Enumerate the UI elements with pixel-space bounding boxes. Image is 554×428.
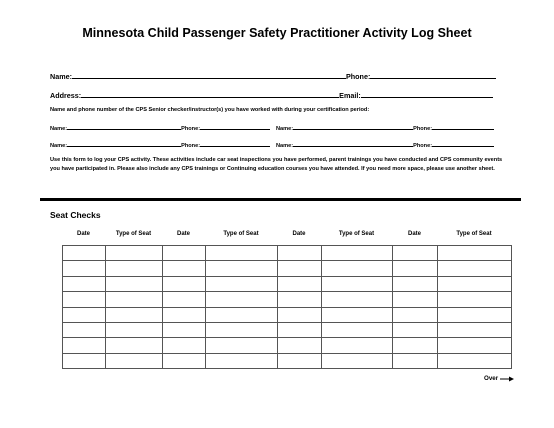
type-of-seat-cell[interactable] xyxy=(106,276,163,291)
section-divider xyxy=(40,198,521,201)
date-cell[interactable] xyxy=(393,322,438,337)
date-cell[interactable] xyxy=(163,261,206,276)
instructor-phone-field[interactable] xyxy=(200,123,270,130)
instructor-phone-field[interactable] xyxy=(200,140,270,147)
date-cell[interactable] xyxy=(393,292,438,307)
type-of-seat-cell[interactable] xyxy=(106,322,163,337)
date-cell[interactable] xyxy=(393,338,438,353)
type-of-seat-cell[interactable] xyxy=(106,338,163,353)
date-cell[interactable] xyxy=(63,322,106,337)
date-cell[interactable] xyxy=(163,338,206,353)
type-of-seat-cell[interactable] xyxy=(438,292,512,307)
type-of-seat-cell[interactable] xyxy=(322,246,393,261)
instructor-name-label: Name: xyxy=(50,143,68,149)
column-header-date: Date xyxy=(407,231,421,237)
type-of-seat-cell[interactable] xyxy=(206,338,278,353)
table-row xyxy=(63,246,512,261)
date-cell[interactable] xyxy=(278,322,322,337)
date-cell[interactable] xyxy=(278,338,322,353)
type-of-seat-cell[interactable] xyxy=(206,322,278,337)
instructor-phone-label: Phone: xyxy=(181,126,201,132)
date-cell[interactable] xyxy=(278,276,322,291)
type-of-seat-cell[interactable] xyxy=(206,292,278,307)
column-header-date: Date xyxy=(76,231,90,237)
instructor-row-1 xyxy=(50,123,270,132)
type-of-seat-cell[interactable] xyxy=(106,307,163,322)
instructor-phone-label: Phone: xyxy=(413,126,433,132)
date-cell[interactable] xyxy=(63,261,106,276)
type-of-seat-cell[interactable] xyxy=(322,276,393,291)
type-of-seat-cell[interactable] xyxy=(206,307,278,322)
page-title: Minnesota Child Passenger Safety Practitioner Activity Log Sheet xyxy=(82,26,472,40)
type-of-seat-cell[interactable] xyxy=(322,292,393,307)
date-cell[interactable] xyxy=(393,261,438,276)
type-of-seat-cell[interactable] xyxy=(438,338,512,353)
table-row xyxy=(63,276,512,291)
date-cell[interactable] xyxy=(63,338,106,353)
name-label: Name: xyxy=(50,72,72,81)
table-row xyxy=(63,292,512,307)
instructor-name-label: Name: xyxy=(50,126,68,132)
date-cell[interactable] xyxy=(63,307,106,322)
date-cell[interactable] xyxy=(278,261,322,276)
email-label: Email: xyxy=(339,91,361,100)
date-cell[interactable] xyxy=(393,246,438,261)
address-field[interactable] xyxy=(81,90,339,98)
type-of-seat-cell[interactable] xyxy=(438,353,512,368)
instructor-name-label: Name: xyxy=(276,126,294,132)
instructor-name-label: Name: xyxy=(276,143,294,149)
seat-checks-table xyxy=(62,245,512,369)
instructor-phone-field[interactable] xyxy=(432,123,494,130)
name-field[interactable] xyxy=(72,71,346,79)
date-cell[interactable] xyxy=(163,276,206,291)
seat-checks-title: Seat Checks xyxy=(50,210,101,220)
type-of-seat-cell[interactable] xyxy=(106,353,163,368)
type-of-seat-cell[interactable] xyxy=(438,246,512,261)
address-label: Address: xyxy=(50,91,82,100)
type-of-seat-cell[interactable] xyxy=(322,353,393,368)
instructor-row-2 xyxy=(50,140,270,149)
instructor-phone-label: Phone: xyxy=(181,143,201,149)
date-cell[interactable] xyxy=(63,353,106,368)
type-of-seat-cell[interactable] xyxy=(438,276,512,291)
date-cell[interactable] xyxy=(393,276,438,291)
date-cell[interactable] xyxy=(393,307,438,322)
over-label: Over xyxy=(484,375,499,382)
table-row xyxy=(63,307,512,322)
instructions-text: Use this form to log your CPS activity. These activities include car seat inspections you have performed, parent trainings you have conducted and CPS community events you have participated in. Please also include any CPS trainings or Continuing education courses you have attended. If you need more space, please use another sheet. xyxy=(50,157,503,172)
date-cell[interactable] xyxy=(278,246,322,261)
arrow-right-icon xyxy=(500,376,514,382)
type-of-seat-cell[interactable] xyxy=(106,261,163,276)
column-header-type: Type of Seat xyxy=(223,231,259,237)
column-header-type: Type of Seat xyxy=(115,231,152,237)
instructor-name-field[interactable] xyxy=(293,140,413,147)
type-of-seat-cell[interactable] xyxy=(438,307,512,322)
date-cell[interactable] xyxy=(163,246,206,261)
type-of-seat-cell[interactable] xyxy=(322,338,393,353)
date-cell[interactable] xyxy=(278,353,322,368)
type-of-seat-cell[interactable] xyxy=(206,276,278,291)
phone-label: Phone: xyxy=(345,72,371,81)
column-header-date: Date xyxy=(176,231,190,237)
date-cell[interactable] xyxy=(163,292,206,307)
instructor-row-1b xyxy=(276,123,494,132)
type-of-seat-cell[interactable] xyxy=(322,307,393,322)
table-row xyxy=(63,353,512,368)
date-cell[interactable] xyxy=(63,292,106,307)
type-of-seat-cell[interactable] xyxy=(106,246,163,261)
date-cell[interactable] xyxy=(63,246,106,261)
type-of-seat-cell[interactable] xyxy=(438,261,512,276)
phone-field[interactable] xyxy=(370,71,496,79)
email-field[interactable] xyxy=(361,90,493,98)
column-header-date: Date xyxy=(292,231,306,237)
type-of-seat-cell[interactable] xyxy=(438,322,512,337)
instructor-name-field[interactable] xyxy=(67,140,181,147)
column-header-type: Type of Seat xyxy=(456,231,492,237)
type-of-seat-cell[interactable] xyxy=(322,322,393,337)
type-of-seat-cell[interactable] xyxy=(206,246,278,261)
date-cell[interactable] xyxy=(278,307,322,322)
instructor-name-field[interactable] xyxy=(67,123,181,130)
date-cell[interactable] xyxy=(63,276,106,291)
instructor-phone-field[interactable] xyxy=(432,140,494,147)
date-cell[interactable] xyxy=(163,307,206,322)
date-cell[interactable] xyxy=(278,292,322,307)
column-header-type: Type of Seat xyxy=(338,231,375,237)
instructor-name-field[interactable] xyxy=(293,123,413,130)
table-row xyxy=(63,322,512,337)
table-row xyxy=(63,261,512,276)
type-of-seat-cell[interactable] xyxy=(322,261,393,276)
instructor-phone-label: Phone: xyxy=(413,143,433,149)
instructor-row-2b xyxy=(276,140,494,149)
type-of-seat-cell[interactable] xyxy=(206,353,278,368)
type-of-seat-cell[interactable] xyxy=(206,261,278,276)
name-row xyxy=(50,71,496,81)
instructor-prompt: Name and phone number of the CPS Senior checker/instructor(s) you have worked with during your certification period: xyxy=(50,107,370,113)
date-cell[interactable] xyxy=(163,353,206,368)
table-row xyxy=(63,338,512,353)
date-cell[interactable] xyxy=(393,353,438,368)
date-cell[interactable] xyxy=(163,322,206,337)
address-row xyxy=(50,90,493,100)
type-of-seat-cell[interactable] xyxy=(106,292,163,307)
seat-checks-header xyxy=(0,231,554,241)
